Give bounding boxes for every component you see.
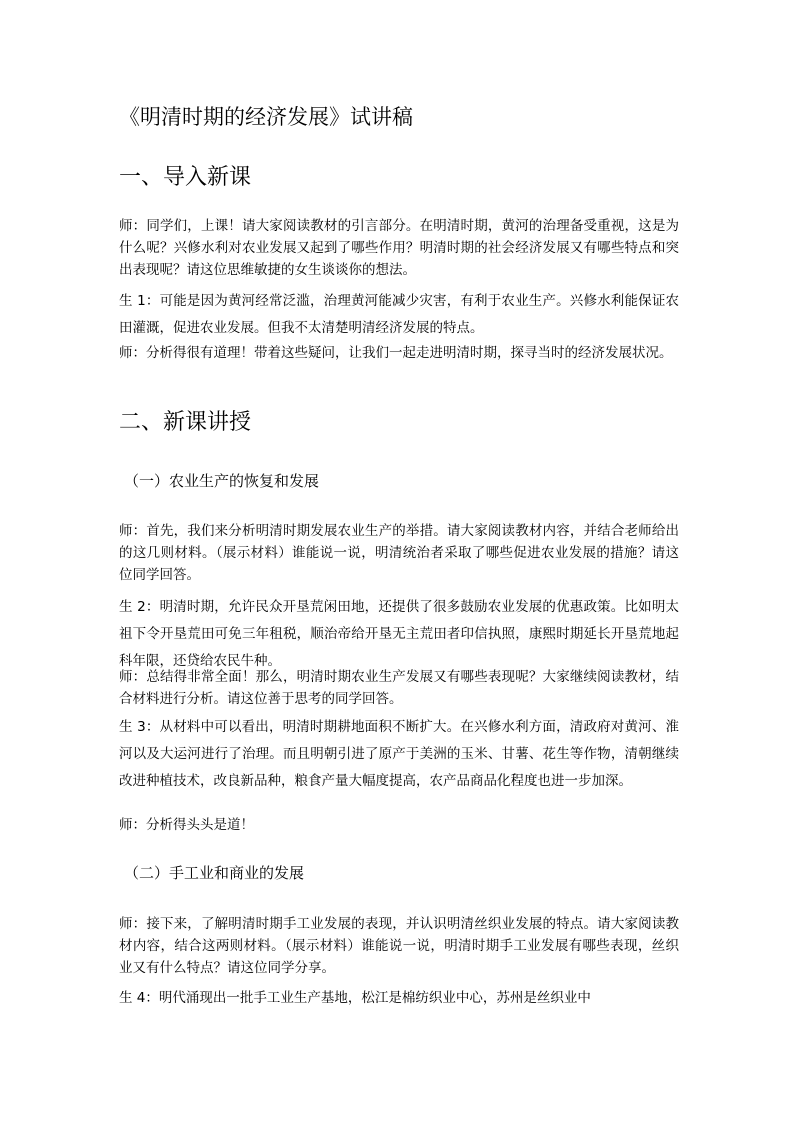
paragraph-student-4: 生 4：明代涌现出一批手工业生产基地，松江是棉纺织业中心，苏州是丝织业中: [119, 990, 591, 1006]
section-heading-intro: 一、导入新课: [119, 165, 252, 190]
paragraph-teacher-handicraft: 师：接下来，了解明清时期手工业发展的表现，并认识明清丝织业发展的特点。请大家阅读教材内容，结合这两则材料。（展示材料）谁能说一说，明清时期手工业发展有哪些表现，丝织业又有什么特点？请这位同学分享。: [119, 916, 679, 976]
subsection-heading-handicraft: （二）手工业和商业的发展: [124, 864, 305, 882]
paragraph-teacher-intro: 师：同学们，上课！请大家阅读教材的引言部分。在明清时期，黄河的治理备受重视，这是为什么呢？兴修水利对农业发展又起到了哪些作用？明清时期的社会经济发展又有哪些特点和突出表现呢？请这位思维敏捷的女生谈谈你的想法。: [119, 218, 679, 278]
paragraph-student-1: 生 1：可能是因为黄河经常泛滥，治理黄河能减少灾害，有利于农业生产。兴修水利能保证农田灌溉，促进农业发展。但我不太清楚明清经济发展的特点。: [119, 293, 679, 336]
subsection-heading-agriculture: （一）农业生产的恢复和发展: [124, 472, 320, 490]
section-heading-new-lesson: 二、新课讲授: [119, 410, 252, 435]
paragraph-student-2: 生 2：明清时期，允许民众开垦荒闲田地，还提供了很多鼓励农业发展的优惠政策。比如明太祖下令开垦荒田可免三年租税，顺治帝给开垦无主荒田者印信执照，康熙时期延长开垦荒地起科年限，还贷给农民牛种。: [119, 599, 679, 669]
paragraph-student-3: 生 3：从材料中可以看出，明清时期耕地面积不断扩大。在兴修水利方面，清政府对黄河、淮河以及大运河进行了治理。而且明朝引进了原产于美洲的玉米、甘薯、花生等作物，清朝继续改进种植技术，改良新品种，粮食产量大幅度提高，农产品商品化程度也进一步加深。: [119, 719, 679, 789]
paragraph-teacher-agriculture: 师：首先，我们来分析明清时期发展农业生产的举措。请大家阅读教材内容，并结合老师给出的这几则材料。（展示材料）谁能说一说，明清统治者采取了哪些促进农业发展的措施？请这位同学回答。: [119, 523, 679, 583]
document-title: 《明清时期的经济发展》试讲稿: [119, 105, 413, 129]
paragraph-teacher-response-1: 师：分析得很有道理！带着这些疑问，让我们一起走进明清时期，探寻当时的经济发展状况。: [119, 345, 673, 361]
paragraph-teacher-praise: 师：分析得头头是道！: [119, 817, 254, 833]
paragraph-teacher-agriculture-2: 师：总结得非常全面！那么，明清时期农业生产发展又有哪些表现呢？大家继续阅读教材，结合材料进行分析。请这位善于思考的同学回答。: [119, 669, 679, 707]
